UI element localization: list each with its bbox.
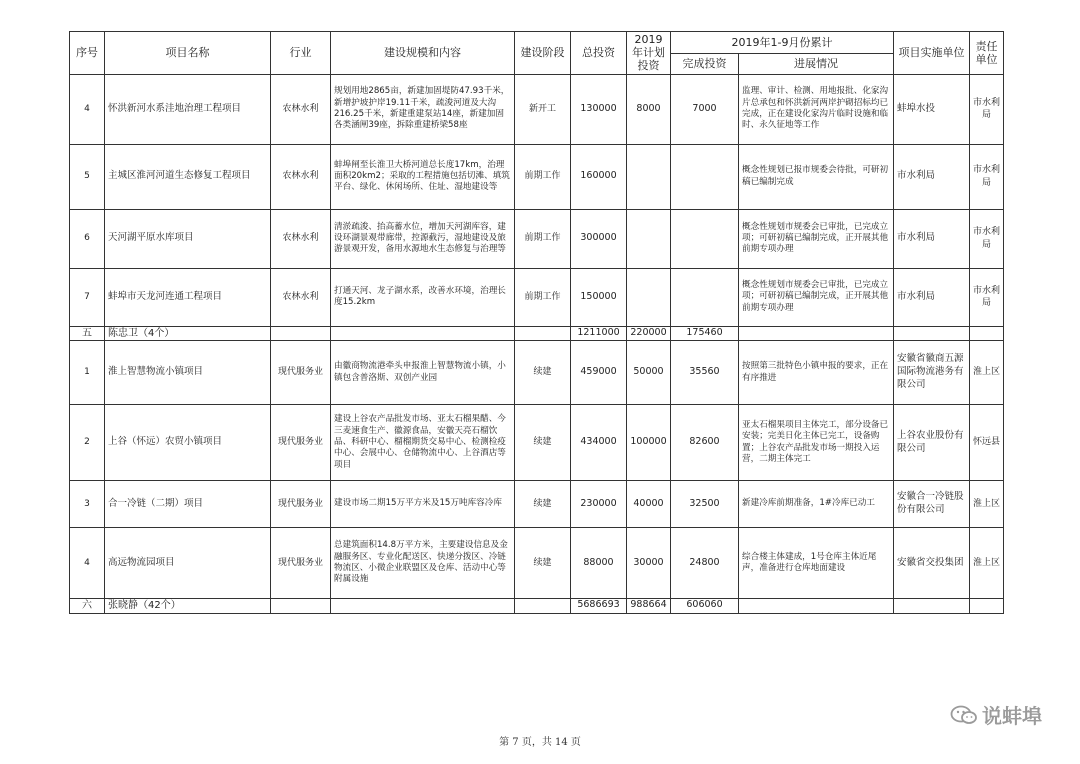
row-progress: 监理、审计、检测、用地报批、化家沟片总承包和怀洪新河两岸护砌招标均已完成，正在建设化家沟片临时设施和临时、永久征地等工作: [739, 74, 894, 144]
row-name: 淮上智慧物流小镇项目: [105, 341, 271, 405]
header-cumulative: 2019年1-9月份累计: [671, 32, 894, 54]
row-stage: 新开工: [515, 74, 571, 144]
row-plan: 8000: [627, 74, 671, 144]
row-stage: 前期工作: [515, 268, 571, 326]
row-scale: 由徽商物流港牵头申报淮上智慧物流小镇，小镇包含普洛斯、双创产业园: [331, 341, 515, 405]
row-completed: 7000: [671, 74, 739, 144]
row-resp: 淮上区: [970, 528, 1004, 599]
row-stage: 前期工作: [515, 144, 571, 209]
row-stage: 续建: [515, 341, 571, 405]
row-resp: 市水利局: [970, 144, 1004, 209]
row-resp: 市水利局: [970, 209, 1004, 268]
row-industry: 农林水利: [271, 209, 331, 268]
row-unit: 安徽合一冷链股份有限公司: [894, 481, 970, 528]
row-scale: 规划用地2865亩，新建加固堤防47.93千米，新增护坡护岸19.11千米，疏浚河道及大沟216.25千米，新建重建泵站14座，新建加固各类涵闸39座，拆除重建桥梁58座: [331, 74, 515, 144]
watermark: [950, 700, 1042, 729]
row-scale: 总建筑面积14.8万平方米，主要建设信息及金融服务区、专业化配送区、快递分拨区、冷链物流区、小微企业联盟区及仓库、活动中心等附属设施: [331, 528, 515, 599]
row-unit: 安徽省徽商五源国际物流港务有限公司: [894, 341, 970, 405]
row-name: 主城区淮河河道生态修复工程项目: [105, 144, 271, 209]
row-resp: 市水利局: [970, 74, 1004, 144]
row-total: 300000: [571, 209, 627, 268]
row-stage: 前期工作: [515, 209, 571, 268]
row-industry: 农林水利: [271, 268, 331, 326]
row-plan: [627, 209, 671, 268]
section-total: 1211000: [571, 326, 627, 341]
section-name: 陈忠卫（4个）: [105, 326, 271, 341]
row-seq: 2: [70, 405, 105, 481]
header-resp: 责任单位: [970, 32, 1004, 75]
header-name: 项目名称: [105, 32, 271, 75]
table-row: [70, 209, 1004, 268]
row-unit: 蚌埠水投: [894, 74, 970, 144]
section-row: [70, 326, 1004, 341]
row-seq: 3: [70, 481, 105, 528]
wechat-icon: [950, 704, 978, 726]
row-total: 230000: [571, 481, 627, 528]
section-completed: 175460: [671, 326, 739, 341]
header-unit: 项目实施单位: [894, 32, 970, 75]
row-plan: [627, 144, 671, 209]
project-table: [69, 31, 1004, 614]
row-resp: 怀远县: [970, 405, 1004, 481]
table-row: [70, 341, 1004, 405]
row-name: 怀洪新河水系洼地治理工程项目: [105, 74, 271, 144]
table-row: [70, 268, 1004, 326]
row-completed: 32500: [671, 481, 739, 528]
header-stage: 建设阶段: [515, 32, 571, 75]
header-completed: 完成投资: [671, 53, 739, 74]
row-plan: 40000: [627, 481, 671, 528]
row-unit: 市水利局: [894, 144, 970, 209]
row-progress: 概念性规划市规委会已审批，已完成立项；可研初稿已编制完成，正开展其他前期专项办理: [739, 268, 894, 326]
row-stage: 续建: [515, 405, 571, 481]
row-total: 130000: [571, 74, 627, 144]
section-row: [70, 599, 1004, 614]
row-plan: 100000: [627, 405, 671, 481]
row-seq: 4: [70, 74, 105, 144]
row-industry: 现代服务业: [271, 341, 331, 405]
row-completed: [671, 209, 739, 268]
row-seq: 1: [70, 341, 105, 405]
table-row: [70, 481, 1004, 528]
row-industry: 现代服务业: [271, 481, 331, 528]
table-row: [70, 405, 1004, 481]
page-footer: 第 7 页，共 14 页: [499, 737, 581, 748]
table-row: [70, 144, 1004, 209]
table-row: [70, 528, 1004, 599]
row-total: 434000: [571, 405, 627, 481]
row-completed: 82600: [671, 405, 739, 481]
header-progress: 进展情况: [739, 53, 894, 74]
row-unit: 市水利局: [894, 268, 970, 326]
row-scale: 蚌埠闸至长淮卫大桥河道总长度17km，治理面积20km2；采取的工程措施包括切滩、填筑平台、绿化、休闲场所、住址、湿地建设等: [331, 144, 515, 209]
section-seq: 六: [70, 599, 105, 614]
header-seq: 序号: [70, 32, 105, 75]
row-completed: 24800: [671, 528, 739, 599]
row-industry: 农林水利: [271, 144, 331, 209]
row-plan: 50000: [627, 341, 671, 405]
row-seq: 7: [70, 268, 105, 326]
row-name: 蚌埠市天龙河连通工程项目: [105, 268, 271, 326]
row-progress: 新建冷库前期准备，1#冷库已动工: [739, 481, 894, 528]
header-plan: 2019年计划投资: [627, 32, 671, 75]
row-total: 160000: [571, 144, 627, 209]
row-scale: 建设市场二期15万平方米及15万吨库容冷库: [331, 481, 515, 528]
section-completed: 606060: [671, 599, 739, 614]
row-seq: 5: [70, 144, 105, 209]
row-resp: 淮上区: [970, 481, 1004, 528]
header-industry: 行业: [271, 32, 331, 75]
row-progress: 概念性规划市规委会已审批，已完成立项；可研初稿已编制完成，正开展其他前期专项办理: [739, 209, 894, 268]
row-name: 上谷（怀远）农贸小镇项目: [105, 405, 271, 481]
row-industry: 农林水利: [271, 74, 331, 144]
row-name: 合一冷链（二期）项目: [105, 481, 271, 528]
header-scale: 建设规模和内容: [331, 32, 515, 75]
row-completed: [671, 144, 739, 209]
row-total: 88000: [571, 528, 627, 599]
row-total: 150000: [571, 268, 627, 326]
row-stage: 续建: [515, 481, 571, 528]
row-scale: 清淤疏浚、抬高蓄水位，增加天河湖库容，建设环湖景观带廊带，控源截污，湿地建设及旅游景观开发，备用水源地水生态修复与治理等: [331, 209, 515, 268]
row-scale: 建设上谷农产品批发市场、亚太石榴果醋、今三麦速食生产、徽源食品，安徽天亮石榴饮品、科研中心、榴榴期货交易中心、检测检疫中心、会展中心、仓储物流中心、上谷酒店等项目: [331, 405, 515, 481]
row-total: 459000: [571, 341, 627, 405]
row-name: 天河湖平原水库项目: [105, 209, 271, 268]
row-industry: 现代服务业: [271, 528, 331, 599]
row-stage: 续建: [515, 528, 571, 599]
row-resp: 市水利局: [970, 268, 1004, 326]
row-plan: [627, 268, 671, 326]
watermark-text: 说蚌埠: [982, 704, 1042, 728]
row-resp: 淮上区: [970, 341, 1004, 405]
section-name: 张晓静（42个）: [105, 599, 271, 614]
row-name: 高远物流园项目: [105, 528, 271, 599]
row-progress: 按照第三批特色小镇申报的要求，正在有序推进: [739, 341, 894, 405]
section-plan: 220000: [627, 326, 671, 341]
row-industry: 现代服务业: [271, 405, 331, 481]
row-unit: 上谷农业股份有限公司: [894, 405, 970, 481]
row-unit: 安徽省交投集团: [894, 528, 970, 599]
row-seq: 4: [70, 528, 105, 599]
row-progress: 概念性规划已报市规委会待批，可研初稿已编制完成: [739, 144, 894, 209]
header-total: 总投资: [571, 32, 627, 75]
section-total: 5686693: [571, 599, 627, 614]
row-scale: 打通天河、龙子湖水系，改善水环境，治理长度15.2km: [331, 268, 515, 326]
row-seq: 6: [70, 209, 105, 268]
section-plan: 988664: [627, 599, 671, 614]
row-unit: 市水利局: [894, 209, 970, 268]
section-seq: 五: [70, 326, 105, 341]
row-progress: 亚太石榴果项目主体完工，部分设备已安装；完美日化主体已完工，设备购置；上谷农产品批发市场一期投入运营，二期主体完工: [739, 405, 894, 481]
row-progress: 综合楼主体建成，1号仓库主体近尾声，准备进行仓库地面建设: [739, 528, 894, 599]
row-plan: 30000: [627, 528, 671, 599]
row-completed: [671, 268, 739, 326]
row-completed: 35560: [671, 341, 739, 405]
table-row: [70, 74, 1004, 144]
